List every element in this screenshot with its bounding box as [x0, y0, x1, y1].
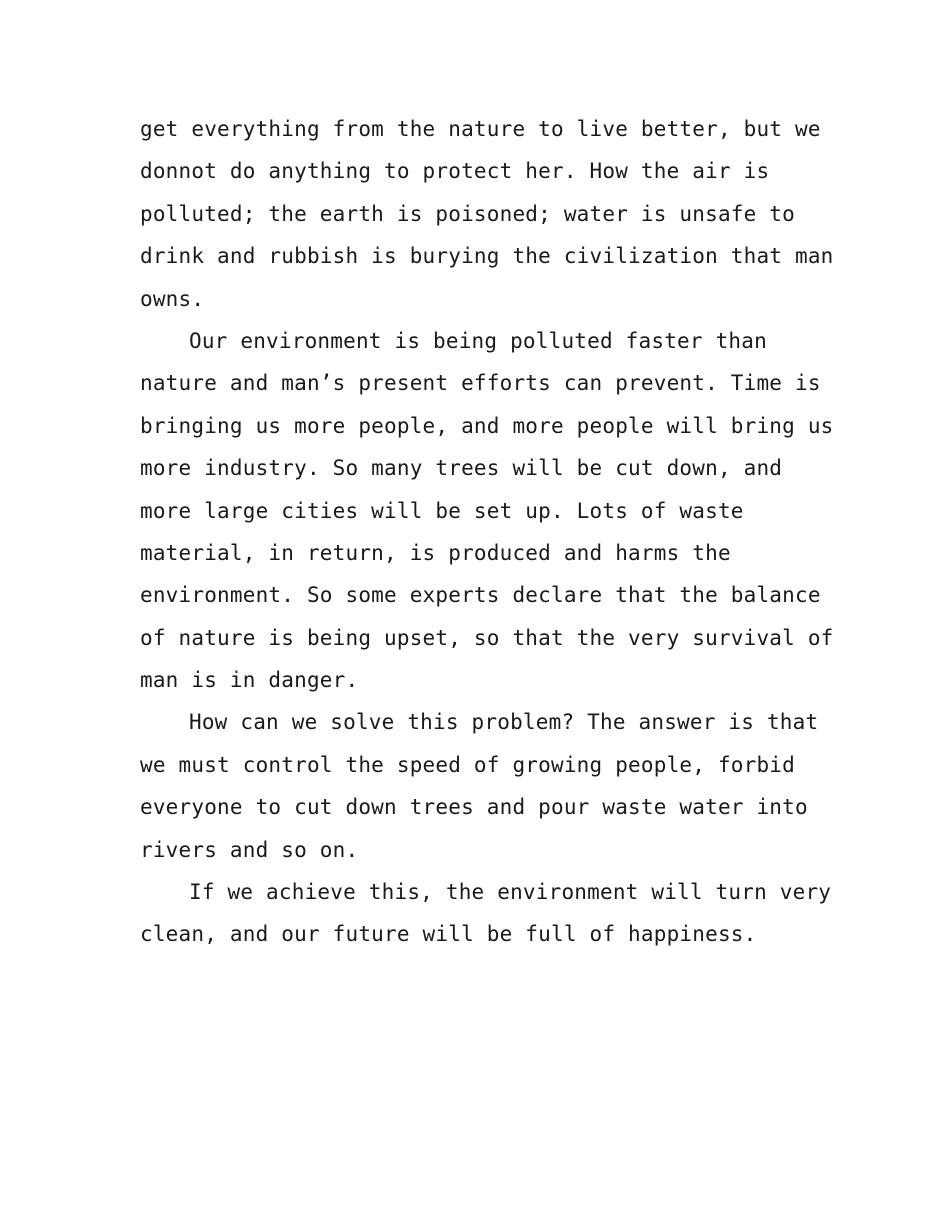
text-line: everyone to cut down trees and pour waste water into: [140, 795, 808, 820]
text-line: we must control the speed of growing people, forbid: [140, 752, 795, 777]
text-line: owns.: [140, 286, 205, 311]
text-line: more industry. So many trees will be cut down, and: [140, 456, 783, 481]
text-line: environment. So some experts declare that the balance: [140, 583, 821, 608]
paragraph-4: [140, 871, 832, 956]
paragraph-1: [140, 108, 834, 320]
text-line: clean, and our future will be full of happiness.: [140, 922, 757, 947]
text-line: Our environment is being polluted faster than: [189, 328, 767, 353]
text-line: material, in return, is produced and harms the: [140, 540, 731, 565]
text-line: man is in danger.: [140, 668, 359, 693]
document-body: [140, 108, 834, 956]
text-line: drink and rubbish is burying the civilization that man: [140, 244, 834, 269]
paragraph-3: [140, 701, 819, 871]
text-line: of nature is being upset, so that the very survival of: [140, 625, 834, 650]
paragraph-2: [140, 320, 834, 702]
text-line: rivers and so on.: [140, 837, 359, 862]
text-line: donnot do anything to protect her. How the air is: [140, 159, 770, 184]
text-line: nature and man’s present efforts can prevent. Time is: [140, 371, 821, 396]
text-line: bringing us more people, and more people will bring us: [140, 413, 834, 438]
text-line: If we achieve this, the environment will turn very: [189, 880, 832, 905]
text-line: more large cities will be set up. Lots of waste: [140, 498, 744, 523]
text-line: polluted; the earth is poisoned; water is unsafe to: [140, 201, 795, 226]
text-line: get everything from the nature to live better, but we: [140, 117, 821, 141]
text-line: How can we solve this problem? The answer is that: [189, 710, 819, 735]
